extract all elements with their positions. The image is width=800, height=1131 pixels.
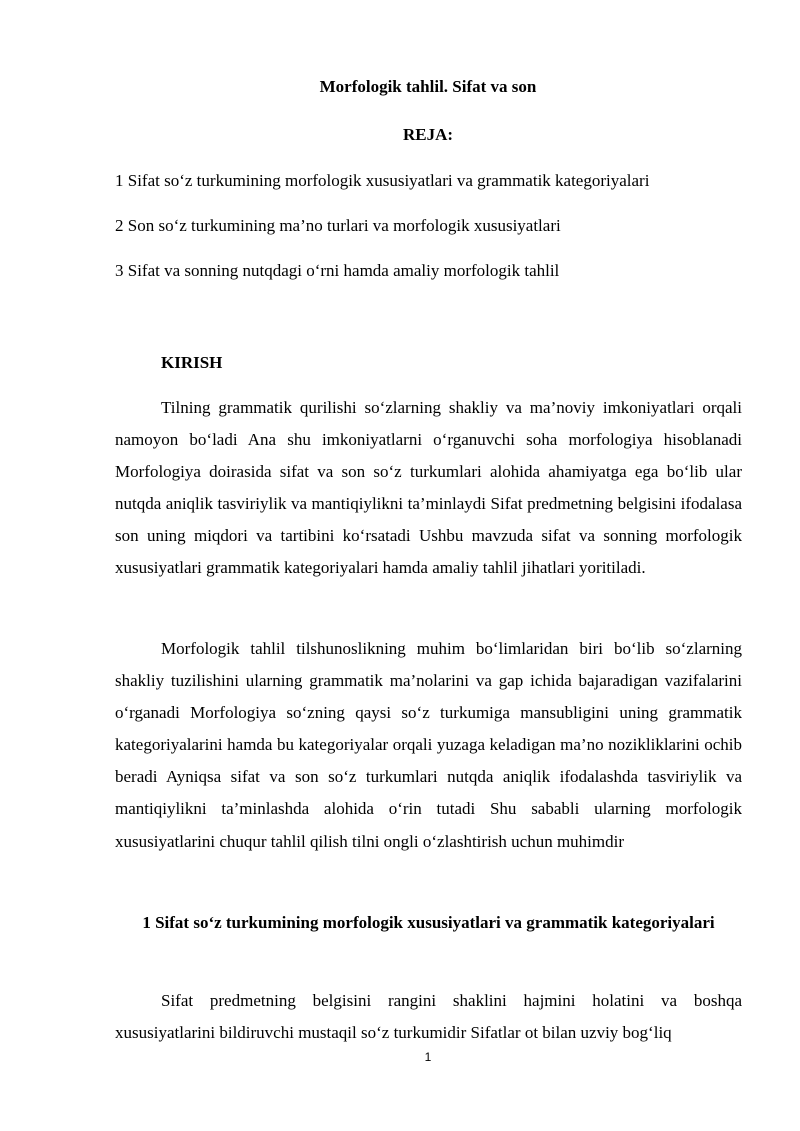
intro-paragraph-1: Tilning grammatik qurilishi so‘zlarning shakliy va ma’noviy imkoniyatlari orqali namoyon bo‘ladi Ana shu imkoniyatlarni o‘rganuvchi soha morfologiya hisoblanadi Morfologiya doirasida sifat va son so‘z turkumlari alohida ahamiyatga ega bo‘lib ular nutqda aniqlik tasviriylik va mantiqiylikni ta’minlaydi Sifat predmetning belgisini ifodalasa son uning miqdori va tartibini ko‘rsatadi Ushbu mavzuda sifat va sonning morfologik xususiyatlari grammatik kategoriyalari hamda amaliy tahlil jihatlari yoritiladi. (115, 398, 742, 578)
plan-item-3: 3 Sifat va sonning nutqdagi o‘rni hamda amaliy morfologik tahlil (115, 261, 560, 280)
intro-heading: KIRISH (161, 353, 223, 372)
plan-heading: REJA: (402, 125, 454, 144)
plan-item-2: 2 Son so‘z turkumining ma’no turlari va morfologik xususiyatlari (115, 216, 561, 235)
intro-paragraph-2: Morfologik tahlil tilshunoslikning muhim bo‘limlaridan biri bo‘lib so‘zlarning shakliy tuzilishini ularning grammatik ma’nolarini va gap ichida bajaradigan vazifalarini o‘rganadi Morfologiya so‘zning qaysi so‘z turkumiga mansubligini uning grammatik kategoriyalarini hamda bu kategoriyalar orqali yuzaga keladigan ma’no nozikliklarini ochib beradi Ayniqsa sifat va son so‘z turkumlari nutqda aniqlik ifodalashda tasviriylik va mantiqiylikni ta’minlashda alohida o‘rin tutadi Shu sababli ularning morfologik xususiyatlarini chuqur tahlil qilish tilni ongli o‘zlashtirish uchun muhimdir (115, 639, 742, 851)
section-paragraph: Sifat predmetning belgisini rangini shaklini hajmini holatini va boshqa xususiyatlarini bildiruvchi mustaqil so‘z turkumidir Sifatlar ot bilan uzviy bog‘liq (115, 991, 742, 1043)
document-title: Morfologik tahlil. Sifat va son (319, 77, 537, 96)
section-heading: 1 Sifat so‘z turkumining morfologik xususiyatlari va grammatik kategoriyalari (142, 913, 715, 932)
plan-item-1: 1 Sifat so‘z turkumining morfologik xususiyatlari va grammatik kategoriyalari (115, 171, 650, 190)
page-number: 1 (424, 1050, 432, 1064)
